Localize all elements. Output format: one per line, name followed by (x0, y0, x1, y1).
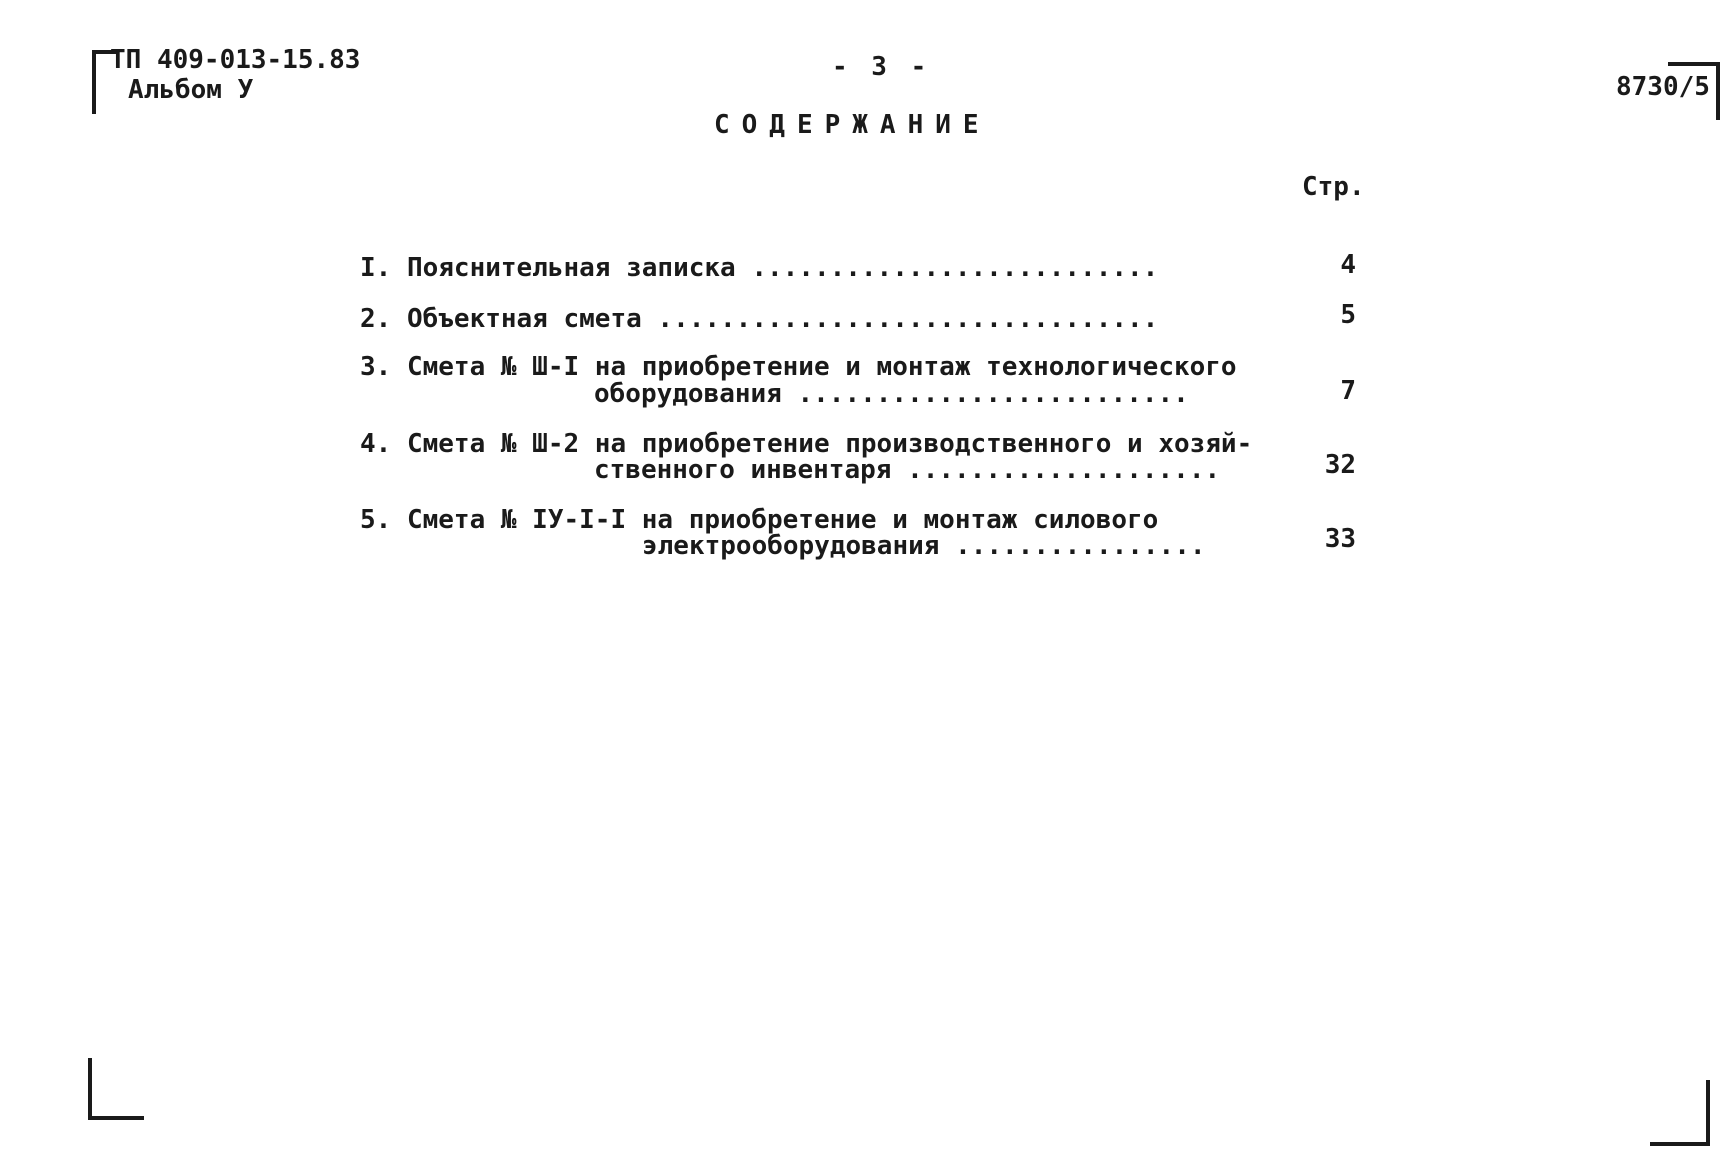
toc-entry-2-line-1: 2. Объектная смета ................................ (360, 304, 1159, 334)
toc-entry-4-line-2: ственного инвентаря .................... (594, 455, 1221, 485)
toc-entry-4-page: 32 (1324, 450, 1356, 480)
page-column-header: Стр. (1302, 172, 1365, 202)
toc-entry-3-line-2: оборудования ......................... (594, 379, 1189, 409)
corner-mark-bottom-right (1650, 1080, 1710, 1146)
toc-entry-4-line-1: 4. Смета № Ш-2 на приобретение производственного и хозяй- (360, 429, 1253, 459)
toc-entry-5-line-1: 5. Смета № IУ-I-I на приобретение и монтаж силового (360, 505, 1159, 535)
toc-entry-5-line-2: электрооборудования ................ (642, 531, 1206, 561)
toc-entry-3-page: 7 (1340, 376, 1356, 406)
document-number: 8730/5 (1616, 72, 1710, 102)
toc-entry-1-page: 4 (1340, 250, 1356, 280)
toc-entry-1-line-1: I. Пояснительная записка .......................... (360, 253, 1159, 283)
corner-mark-bottom-left (88, 1058, 144, 1120)
page-number: - 3 - (832, 52, 931, 82)
toc-entry-3-line-1: 3. Смета № Ш-I на приобретение и монтаж технологического (360, 352, 1237, 382)
toc-entry-5-page: 33 (1324, 524, 1356, 554)
album-label: Альбом У (128, 75, 254, 105)
page-title: СОДЕРЖАНИЕ (714, 110, 991, 140)
toc-entry-2-page: 5 (1340, 300, 1356, 330)
project-code: ТП 409-013-15.83 (110, 45, 361, 75)
